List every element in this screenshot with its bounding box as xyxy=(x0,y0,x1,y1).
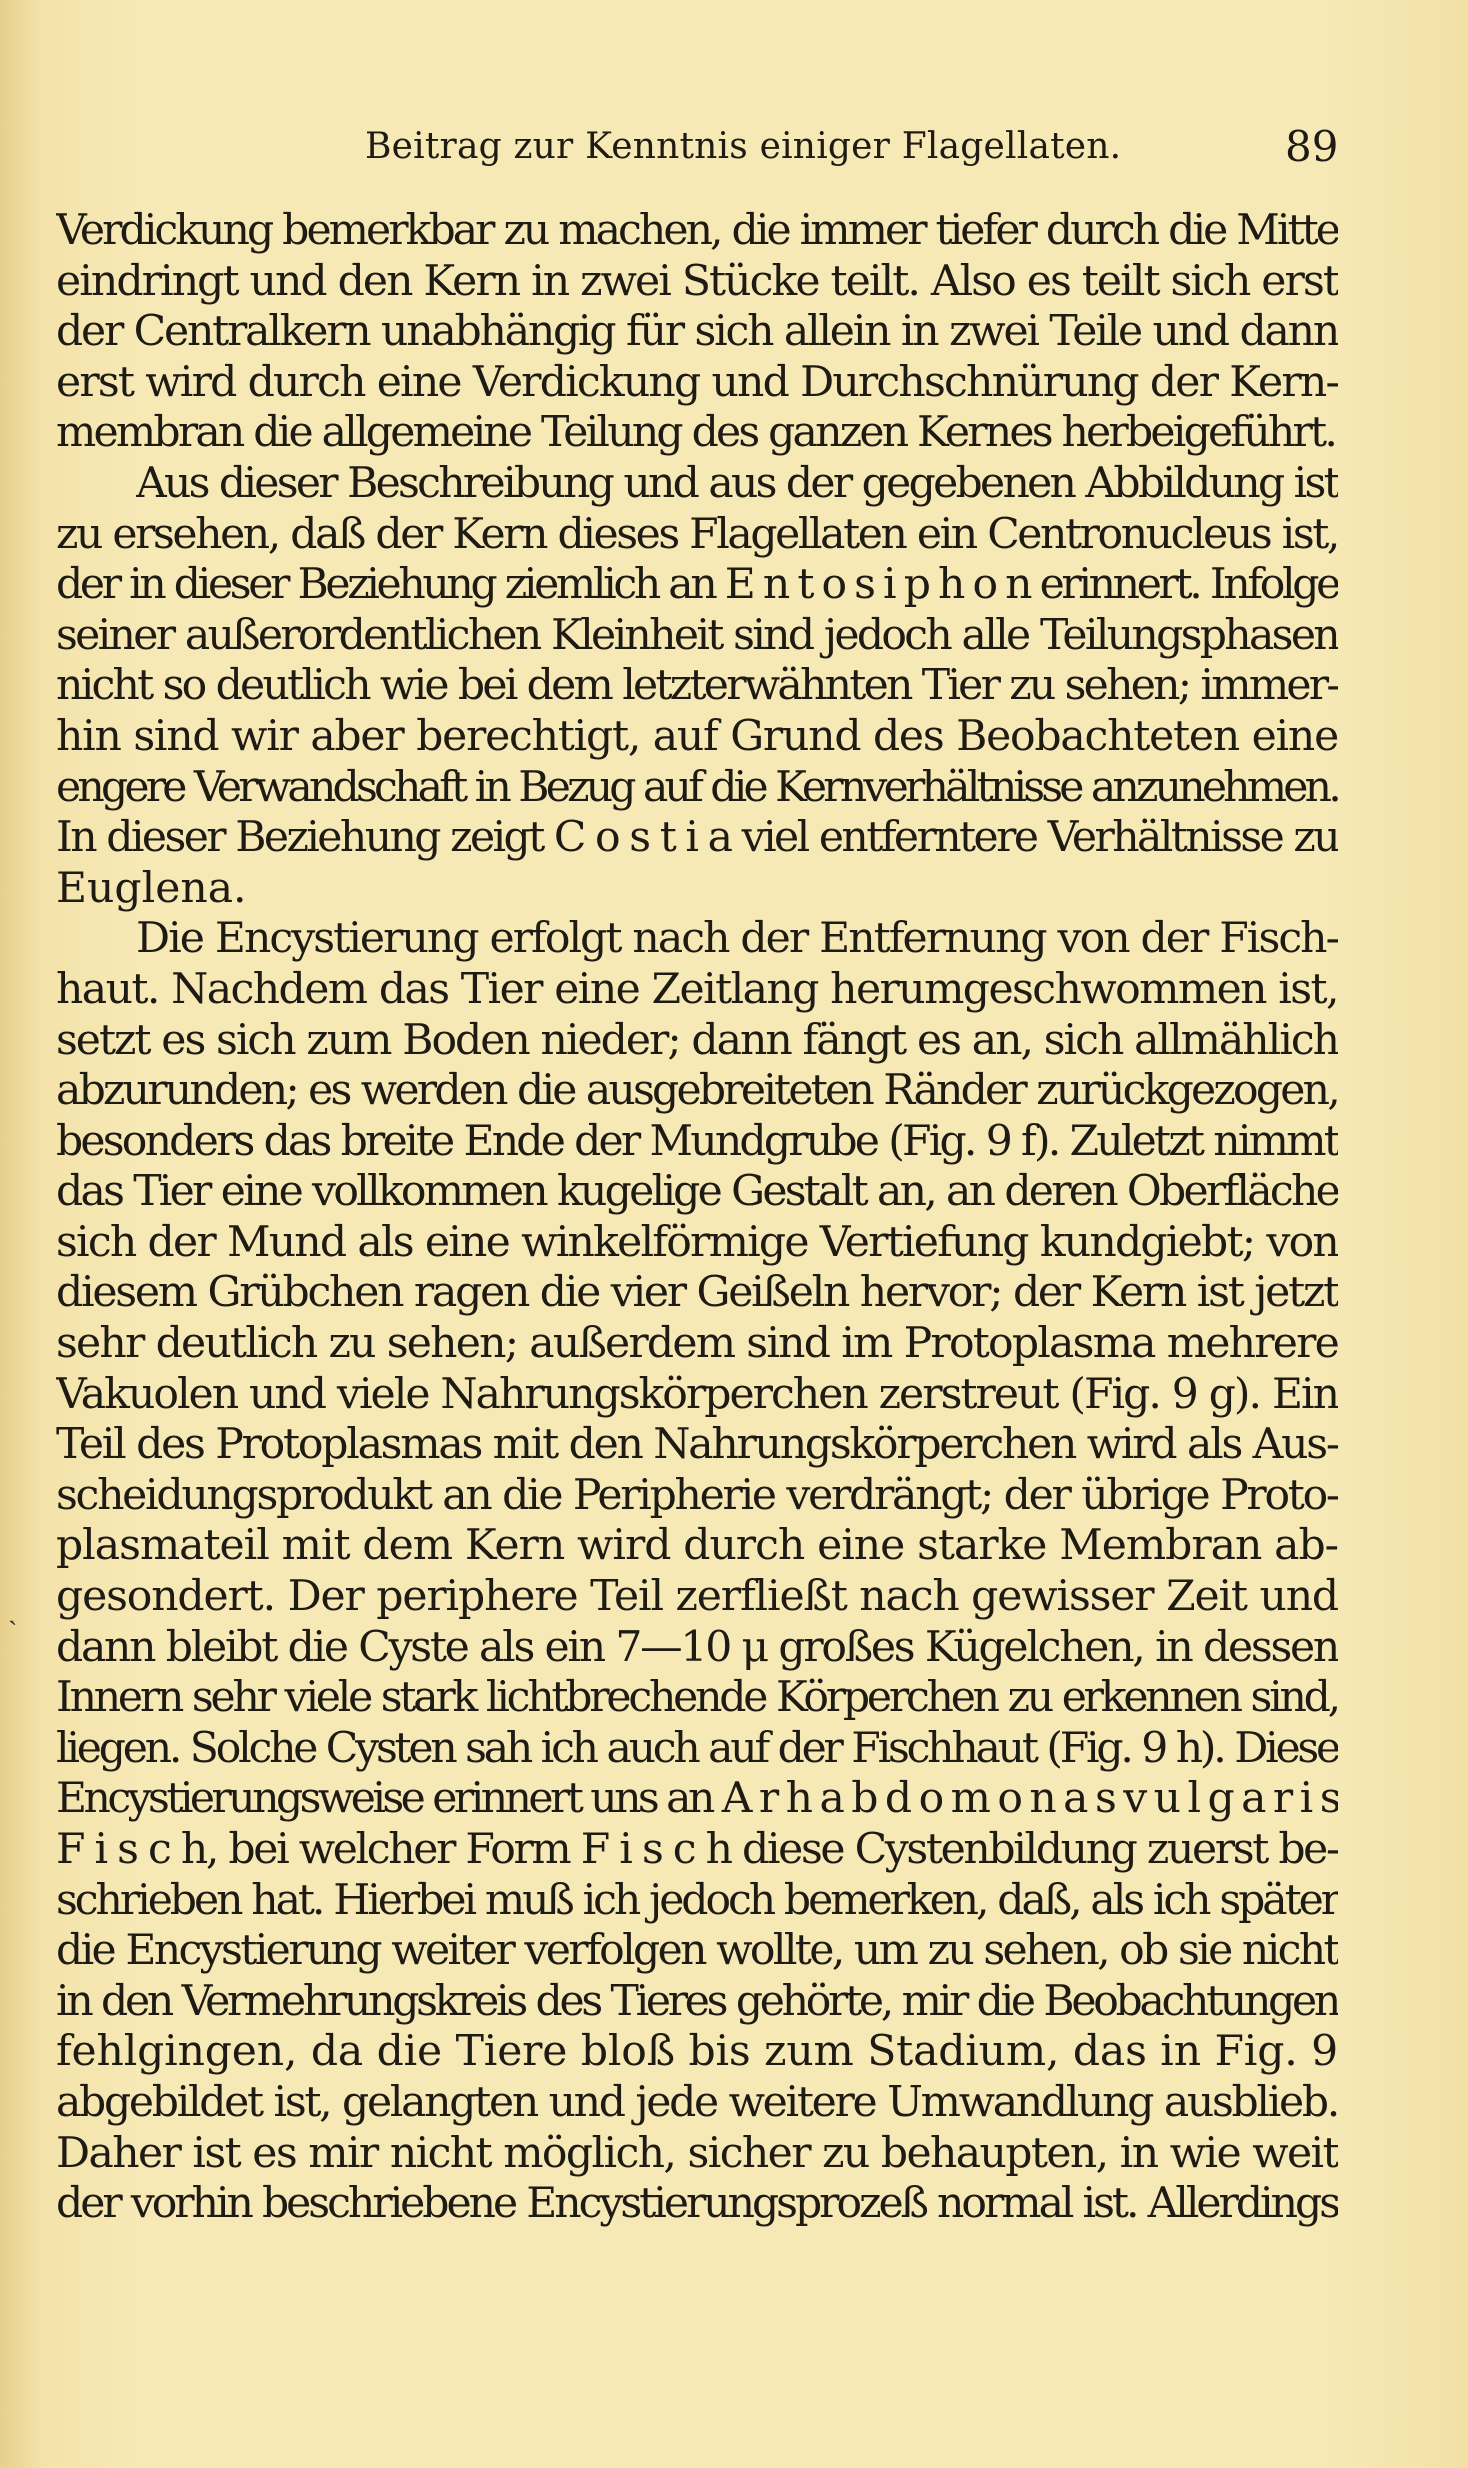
body-text xyxy=(56,206,1338,2230)
text-line: Aus dieser Beschreibung und aus der gegebenen Abbildung ist xyxy=(136,458,1338,508)
text-line: membran die allgemeine Teilung des ganzen Kernes herbeigeführt. xyxy=(56,408,1336,458)
text-line: Vakuolen und viele Nahrungskörperchen zerstreut (Fig. 9 g). Ein xyxy=(56,1369,1338,1419)
text-line: In dieser Beziehung zeigt C o s t i a viel entferntere Verhältnisse zu xyxy=(56,813,1338,863)
text-line: in den Vermehrungskreis des Tieres gehörte, mir die Beobachtungen xyxy=(56,1976,1338,2026)
text-line: nicht so deutlich wie bei dem letzterwähnten Tier zu sehen; immer- xyxy=(56,661,1338,711)
text-line: fehlgingen, da die Tiere bloß bis zum Stadium, das in Fig. 9 xyxy=(56,2027,1338,2077)
text-line: Euglena. xyxy=(56,863,247,913)
paragraph xyxy=(56,206,1338,459)
text-line: der in dieser Beziehung ziemlich an E n t o s i p h o n erinnert. Infolge xyxy=(56,560,1338,610)
page-header xyxy=(0,118,1468,178)
text-line: hin sind wir aber berechtigt, auf Grund des Beobachteten eine xyxy=(56,711,1338,761)
text-line: haut. Nachdem das Tier eine Zeitlang herumgeschwommen ist, xyxy=(56,964,1338,1014)
paragraph xyxy=(56,459,1338,914)
text-line: besonders das breite Ende der Mundgrube (Fig. 9 f). Zuletzt nimmt xyxy=(56,1116,1338,1166)
text-line: scheidungsprodukt an die Peripherie verdrängt; der übrige Proto- xyxy=(56,1470,1338,1520)
text-line: gesondert. Der periphere Teil zerfließt nach gewisser Zeit und xyxy=(56,1572,1338,1622)
text-line: plasmateil mit dem Kern wird durch eine starke Membran ab- xyxy=(56,1521,1338,1571)
text-line: eindringt und den Kern in zwei Stücke teilt. Also es teilt sich erst xyxy=(56,256,1338,306)
text-line: sehr deutlich zu sehen; außerdem sind im Protoplasma mehrere xyxy=(56,1319,1338,1369)
text-line: das Tier eine vollkommen kugelige Gestalt an, an deren Oberfläche xyxy=(56,1167,1338,1217)
text-line: liegen. Solche Cysten sah ich auch auf der Fischhaut (Fig. 9 h). Diese xyxy=(56,1723,1338,1773)
text-line: Innern sehr viele stark lichtbrechende Körperchen zu erkennen sind, xyxy=(56,1673,1338,1723)
text-line: erst wird durch eine Verdickung und Durchschnürung der Kern- xyxy=(56,357,1338,407)
text-line: zu ersehen, daß der Kern dieses Flagellaten ein Centronucleus ist, xyxy=(56,509,1338,559)
text-line: F i s c h, bei welcher Form F i s c h diese Cystenbildung zuerst be- xyxy=(56,1825,1338,1874)
text-line: Die Encystierung erfolgt nach der Entfernung von der Fisch- xyxy=(136,914,1338,964)
page-number: 89 xyxy=(1285,122,1339,171)
text-line: Daher ist es mir nicht möglich, sicher zu behaupten, in wie weit xyxy=(56,2128,1338,2178)
text-line: setzt es sich zum Boden nieder; dann fängt es an, sich allmählich xyxy=(56,1015,1338,1065)
text-line: engere Verwandschaft in Bezug auf die Kernverhältnisse anzunehmen. xyxy=(56,762,1338,812)
text-line: abzurunden; es werden die ausgebreiteten Ränder zurückgezogen, xyxy=(56,1066,1338,1116)
text-line: der Centralkern unabhängig für sich allein in zwei Teile und dann xyxy=(56,307,1338,357)
text-line: schrieben hat. Hierbei muß ich jedoch bemerken, daß, als ich später xyxy=(56,1875,1338,1925)
margin-mark: ˎ xyxy=(8,1593,18,1626)
text-line: Verdickung bemerkbar zu machen, die immer tiefer durch die Mitte xyxy=(56,206,1338,255)
running-title: Beitrag zur Kenntnis einiger Flagellaten. xyxy=(365,126,1122,167)
text-line: dann bleibt die Cyste als ein 7—10 μ großes Kügelchen, in dessen xyxy=(56,1622,1338,1672)
text-line: der vorhin beschriebene Encystierungsprozeß normal ist. Allerdings xyxy=(56,2179,1338,2229)
text-line: Encystierungsweise erinnert uns an A r h a b d o m o n a s v u l g a r i s xyxy=(56,1774,1338,1824)
text-line: die Encystierung weiter verfolgen wollte, um zu sehen, ob sie nicht xyxy=(56,1926,1338,1976)
text-line: abgebildet ist, gelangten und jede weitere Umwandlung ausblieb. xyxy=(56,2077,1338,2127)
text-line: sich der Mund als eine winkelförmige Vertiefung kundgiebt; von xyxy=(56,1217,1338,1267)
text-line: seiner außerordentlichen Kleinheit sind jedoch alle Teilungsphasen xyxy=(56,610,1338,660)
text-line: diesem Grübchen ragen die vier Geißeln hervor; der Kern ist jetzt xyxy=(56,1268,1338,1318)
paragraph xyxy=(56,914,1338,2229)
text-line: Teil des Protoplasmas mit den Nahrungskörperchen wird als Aus- xyxy=(56,1420,1338,1470)
